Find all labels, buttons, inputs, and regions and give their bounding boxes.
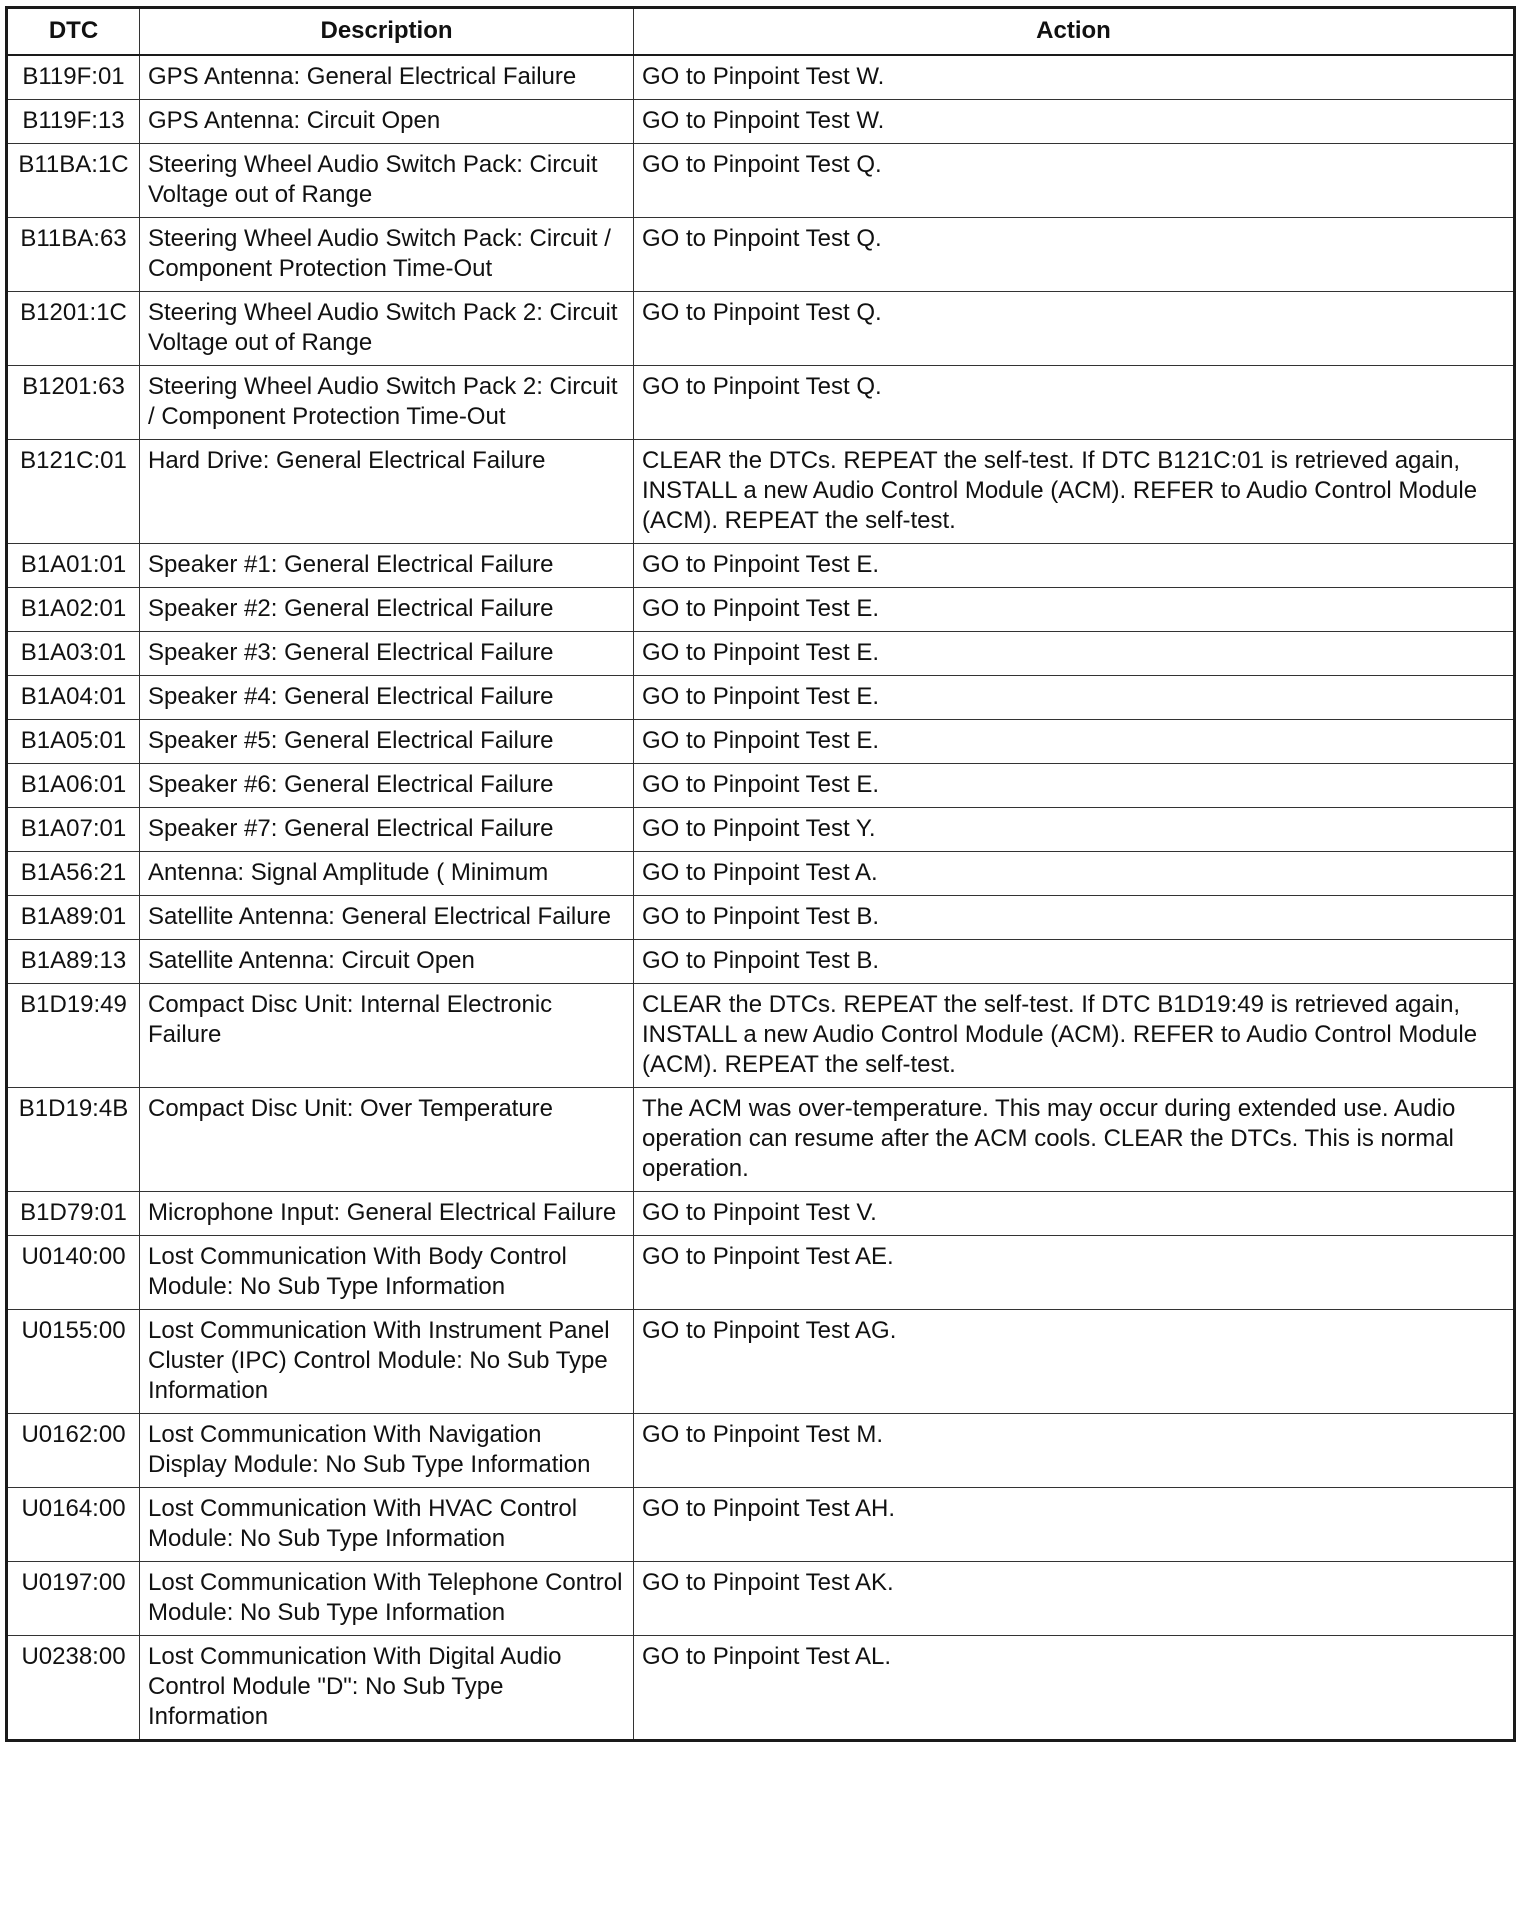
dtc-action: GO to Pinpoint Test Q. (634, 144, 1515, 218)
dtc-description: Speaker #5: General Electrical Failure (140, 720, 634, 764)
dtc-description: Steering Wheel Audio Switch Pack 2: Circuit / Component Protection Time-Out (140, 366, 634, 440)
table-row (7, 632, 1515, 676)
table-row (7, 440, 1515, 544)
dtc-description: Steering Wheel Audio Switch Pack: Circuit / Component Protection Time-Out (140, 218, 634, 292)
dtc-description: Lost Communication With Digital Audio Control Module "D": No Sub Type Information (140, 1636, 634, 1741)
dtc-action: GO to Pinpoint Test E. (634, 676, 1515, 720)
dtc-code: U0155:00 (7, 1310, 140, 1414)
table-row (7, 588, 1515, 632)
table-row (7, 100, 1515, 144)
dtc-description: Lost Communication With Instrument Panel Cluster (IPC) Control Module: No Sub Type Information (140, 1310, 634, 1414)
dtc-code: B1201:1C (7, 292, 140, 366)
dtc-description: Speaker #1: General Electrical Failure (140, 544, 634, 588)
table-row (7, 764, 1515, 808)
dtc-description: GPS Antenna: General Electrical Failure (140, 55, 634, 100)
dtc-description: Lost Communication With Navigation Display Module: No Sub Type Information (140, 1414, 634, 1488)
dtc-code: B1A89:01 (7, 896, 140, 940)
dtc-description: Speaker #6: General Electrical Failure (140, 764, 634, 808)
dtc-description: Antenna: Signal Amplitude ( Minimum (140, 852, 634, 896)
dtc-action: GO to Pinpoint Test Q. (634, 292, 1515, 366)
table-row (7, 1236, 1515, 1310)
table-row (7, 1636, 1515, 1741)
dtc-description: Satellite Antenna: Circuit Open (140, 940, 634, 984)
dtc-code: B1A03:01 (7, 632, 140, 676)
table-row (7, 1488, 1515, 1562)
dtc-description: Hard Drive: General Electrical Failure (140, 440, 634, 544)
dtc-action: GO to Pinpoint Test A. (634, 852, 1515, 896)
dtc-action: GO to Pinpoint Test M. (634, 1414, 1515, 1488)
dtc-code: B1A56:21 (7, 852, 140, 896)
table-row (7, 292, 1515, 366)
table-row (7, 144, 1515, 218)
table-row (7, 720, 1515, 764)
table-row (7, 366, 1515, 440)
dtc-action: GO to Pinpoint Test Q. (634, 218, 1515, 292)
dtc-description: Speaker #2: General Electrical Failure (140, 588, 634, 632)
dtc-action: GO to Pinpoint Test B. (634, 896, 1515, 940)
dtc-description: Speaker #7: General Electrical Failure (140, 808, 634, 852)
table-row (7, 852, 1515, 896)
dtc-code: B11BA:1C (7, 144, 140, 218)
table-row (7, 984, 1515, 1088)
dtc-action: GO to Pinpoint Test AK. (634, 1562, 1515, 1636)
dtc-code: B1A06:01 (7, 764, 140, 808)
dtc-description: Microphone Input: General Electrical Failure (140, 1192, 634, 1236)
table-row (7, 55, 1515, 100)
dtc-action: GO to Pinpoint Test AL. (634, 1636, 1515, 1741)
dtc-description: Speaker #4: General Electrical Failure (140, 676, 634, 720)
header-action: Action (634, 8, 1515, 56)
dtc-code: B1A01:01 (7, 544, 140, 588)
table-row (7, 1310, 1515, 1414)
dtc-code: B1D19:4B (7, 1088, 140, 1192)
dtc-action: GO to Pinpoint Test E. (634, 764, 1515, 808)
dtc-code: B1D19:49 (7, 984, 140, 1088)
table-row (7, 808, 1515, 852)
table-row (7, 1562, 1515, 1636)
dtc-code: U0162:00 (7, 1414, 140, 1488)
dtc-code: U0164:00 (7, 1488, 140, 1562)
dtc-action: GO to Pinpoint Test E. (634, 720, 1515, 764)
dtc-description: GPS Antenna: Circuit Open (140, 100, 634, 144)
dtc-code: B119F:13 (7, 100, 140, 144)
header-description: Description (140, 8, 634, 56)
dtc-description: Lost Communication With Telephone Control Module: No Sub Type Information (140, 1562, 634, 1636)
table-row (7, 896, 1515, 940)
table-body (7, 55, 1515, 1741)
dtc-code: B1A04:01 (7, 676, 140, 720)
dtc-code: B1A02:01 (7, 588, 140, 632)
dtc-code: B1201:63 (7, 366, 140, 440)
dtc-action: CLEAR the DTCs. REPEAT the self-test. If DTC B121C:01 is retrieved again, INSTALL a new Audio Control Module (ACM). REFER to Audio Control Module (ACM). REPEAT the self-test. (634, 440, 1515, 544)
table-header-row (7, 8, 1515, 56)
dtc-code: B1A89:13 (7, 940, 140, 984)
dtc-action: GO to Pinpoint Test E. (634, 632, 1515, 676)
dtc-code: U0238:00 (7, 1636, 140, 1741)
dtc-action: GO to Pinpoint Test AE. (634, 1236, 1515, 1310)
dtc-description: Lost Communication With HVAC Control Module: No Sub Type Information (140, 1488, 634, 1562)
table-row (7, 1192, 1515, 1236)
dtc-description: Steering Wheel Audio Switch Pack 2: Circuit Voltage out of Range (140, 292, 634, 366)
dtc-action: GO to Pinpoint Test AG. (634, 1310, 1515, 1414)
dtc-action: GO to Pinpoint Test Q. (634, 366, 1515, 440)
table-row (7, 1414, 1515, 1488)
dtc-description: Speaker #3: General Electrical Failure (140, 632, 634, 676)
dtc-action: GO to Pinpoint Test E. (634, 544, 1515, 588)
dtc-code: U0140:00 (7, 1236, 140, 1310)
dtc-table-container (5, 6, 1513, 1742)
table-row (7, 676, 1515, 720)
dtc-action: GO to Pinpoint Test AH. (634, 1488, 1515, 1562)
dtc-code: B1A07:01 (7, 808, 140, 852)
dtc-code: B121C:01 (7, 440, 140, 544)
dtc-action: GO to Pinpoint Test E. (634, 588, 1515, 632)
dtc-action: GO to Pinpoint Test Y. (634, 808, 1515, 852)
dtc-code: B11BA:63 (7, 218, 140, 292)
dtc-description: Compact Disc Unit: Over Temperature (140, 1088, 634, 1192)
dtc-code: B1D79:01 (7, 1192, 140, 1236)
dtc-description: Lost Communication With Body Control Module: No Sub Type Information (140, 1236, 634, 1310)
dtc-action: CLEAR the DTCs. REPEAT the self-test. If DTC B1D19:49 is retrieved again, INSTALL a new Audio Control Module (ACM). REFER to Audio Control Module (ACM). REPEAT the self-test. (634, 984, 1515, 1088)
dtc-description: Compact Disc Unit: Internal Electronic Failure (140, 984, 634, 1088)
dtc-code: B1A05:01 (7, 720, 140, 764)
dtc-code: U0197:00 (7, 1562, 140, 1636)
dtc-description: Steering Wheel Audio Switch Pack: Circuit Voltage out of Range (140, 144, 634, 218)
dtc-action: GO to Pinpoint Test V. (634, 1192, 1515, 1236)
dtc-description: Satellite Antenna: General Electrical Failure (140, 896, 634, 940)
dtc-action: The ACM was over-temperature. This may occur during extended use. Audio operation can resume after the ACM cools. CLEAR the DTCs. This is normal operation. (634, 1088, 1515, 1192)
dtc-code: B119F:01 (7, 55, 140, 100)
dtc-action: GO to Pinpoint Test W. (634, 55, 1515, 100)
table-row (7, 544, 1515, 588)
header-dtc: DTC (7, 8, 140, 56)
table-row (7, 940, 1515, 984)
table-row (7, 1088, 1515, 1192)
dtc-table (5, 6, 1516, 1742)
dtc-action: GO to Pinpoint Test B. (634, 940, 1515, 984)
table-row (7, 218, 1515, 292)
dtc-action: GO to Pinpoint Test W. (634, 100, 1515, 144)
